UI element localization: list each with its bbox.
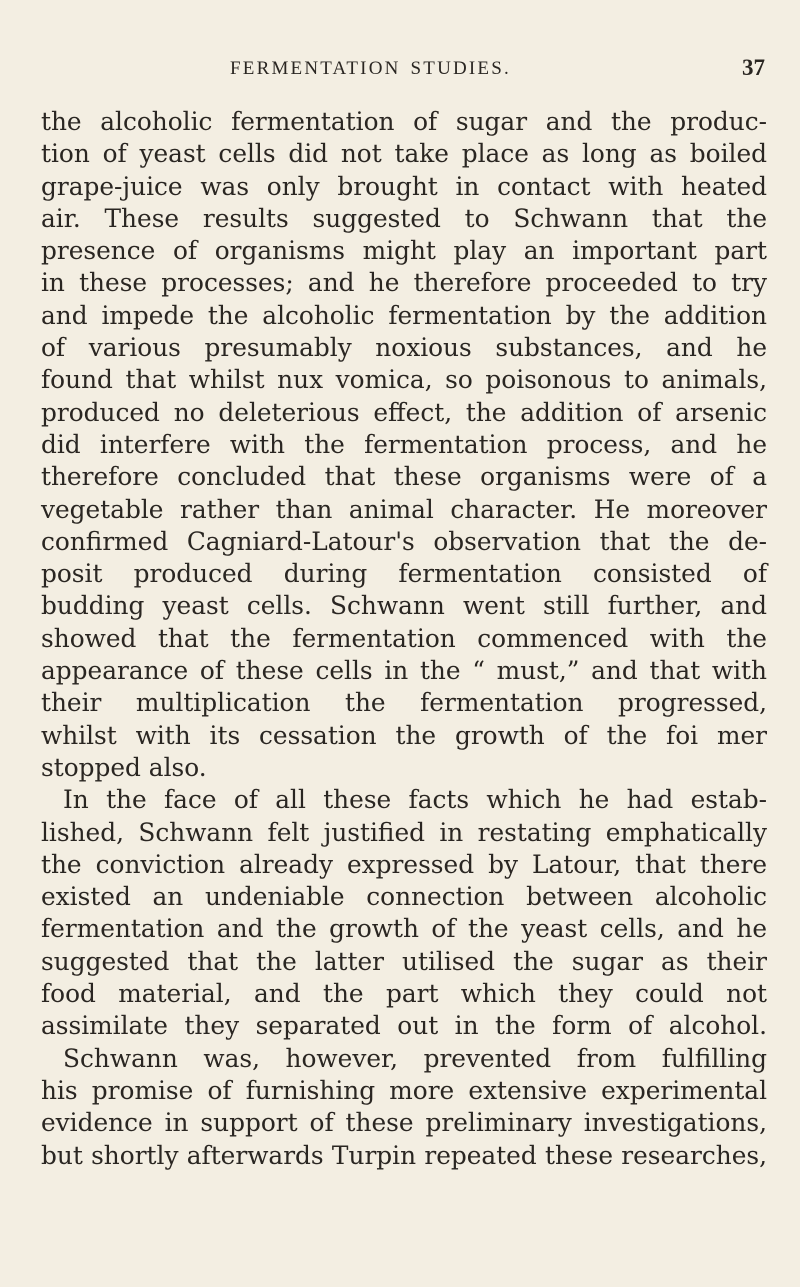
text-line: grape-juice was only brought in contact with heated [41,171,767,201]
page-header [40,55,765,88]
text-line: his promise of furnishing more extensive experimental [41,1075,767,1105]
text-line: budding yeast cells. Schwann went still further, and [41,591,767,621]
text-line: and impede the alcoholic fermentation by the addition [41,300,767,330]
text-line: confirmed Cagniard-Latour's observation that the de- [41,526,767,556]
text-line: the conviction already expressed by Latour, that there [41,849,767,879]
text-line: existed an undeniable connection between alcoholic [41,882,767,912]
paragraph-end-line: assimilate they separated out in the form of alcohol. [41,1011,767,1041]
text-line: but shortly afterwards Turpin repeated these researches, [41,1140,767,1170]
text-line: showed that the fermentation commenced with the [41,623,767,653]
text-line: air. These results suggested to Schwann that the [41,203,767,233]
text-line: whilst with its cessation the growth of the foi mer [41,720,767,750]
text-line: their multiplication the fermentation progressed, [41,688,767,718]
running-title: FERMENTATION STUDIES. [230,58,511,79]
text-line: of various presumably noxious substances, and he [41,333,767,363]
paragraph-start-line: In the face of all these facts which he had estab- [63,785,767,815]
text-line: vegetable rather than animal character. He moreover [41,494,767,524]
text-line: presence of organisms might play an important part [41,236,767,266]
text-line: in these processes; and he therefore proceeded to try [41,268,767,298]
text-line: produced no deleterious effect, the addition of arsenic [41,397,767,427]
text-line: fermentation and the growth of the yeast cells, and he [41,914,767,944]
text-line: food material, and the part which they could not [41,979,767,1009]
text-line: posit produced during fermentation consisted of [41,559,767,589]
text-line: suggested that the latter utilised the sugar as their [41,946,767,976]
text-line: therefore concluded that these organisms were of a [41,462,767,492]
text-line: found that whilst nux vomica, so poisonous to animals, [41,365,767,395]
paragraph-end-line: stopped also. [41,752,207,782]
text-line: appearance of these cells in the “ must,” and that with [41,656,767,686]
text-line: did interfere with the fermentation process, and he [41,429,767,459]
text-line: tion of yeast cells did not take place as long as boiled [41,139,767,169]
paragraph-start-line: Schwann was, however, prevented from fulfilling [63,1043,767,1073]
body-text [41,106,767,1172]
text-line: lished, Schwann felt justified in restating emphatically [41,817,767,847]
text-line: evidence in support of these preliminary investigations, [41,1108,767,1138]
page-number: 37 [742,55,765,80]
text-line: the alcoholic fermentation of sugar and the produc- [41,107,767,136]
